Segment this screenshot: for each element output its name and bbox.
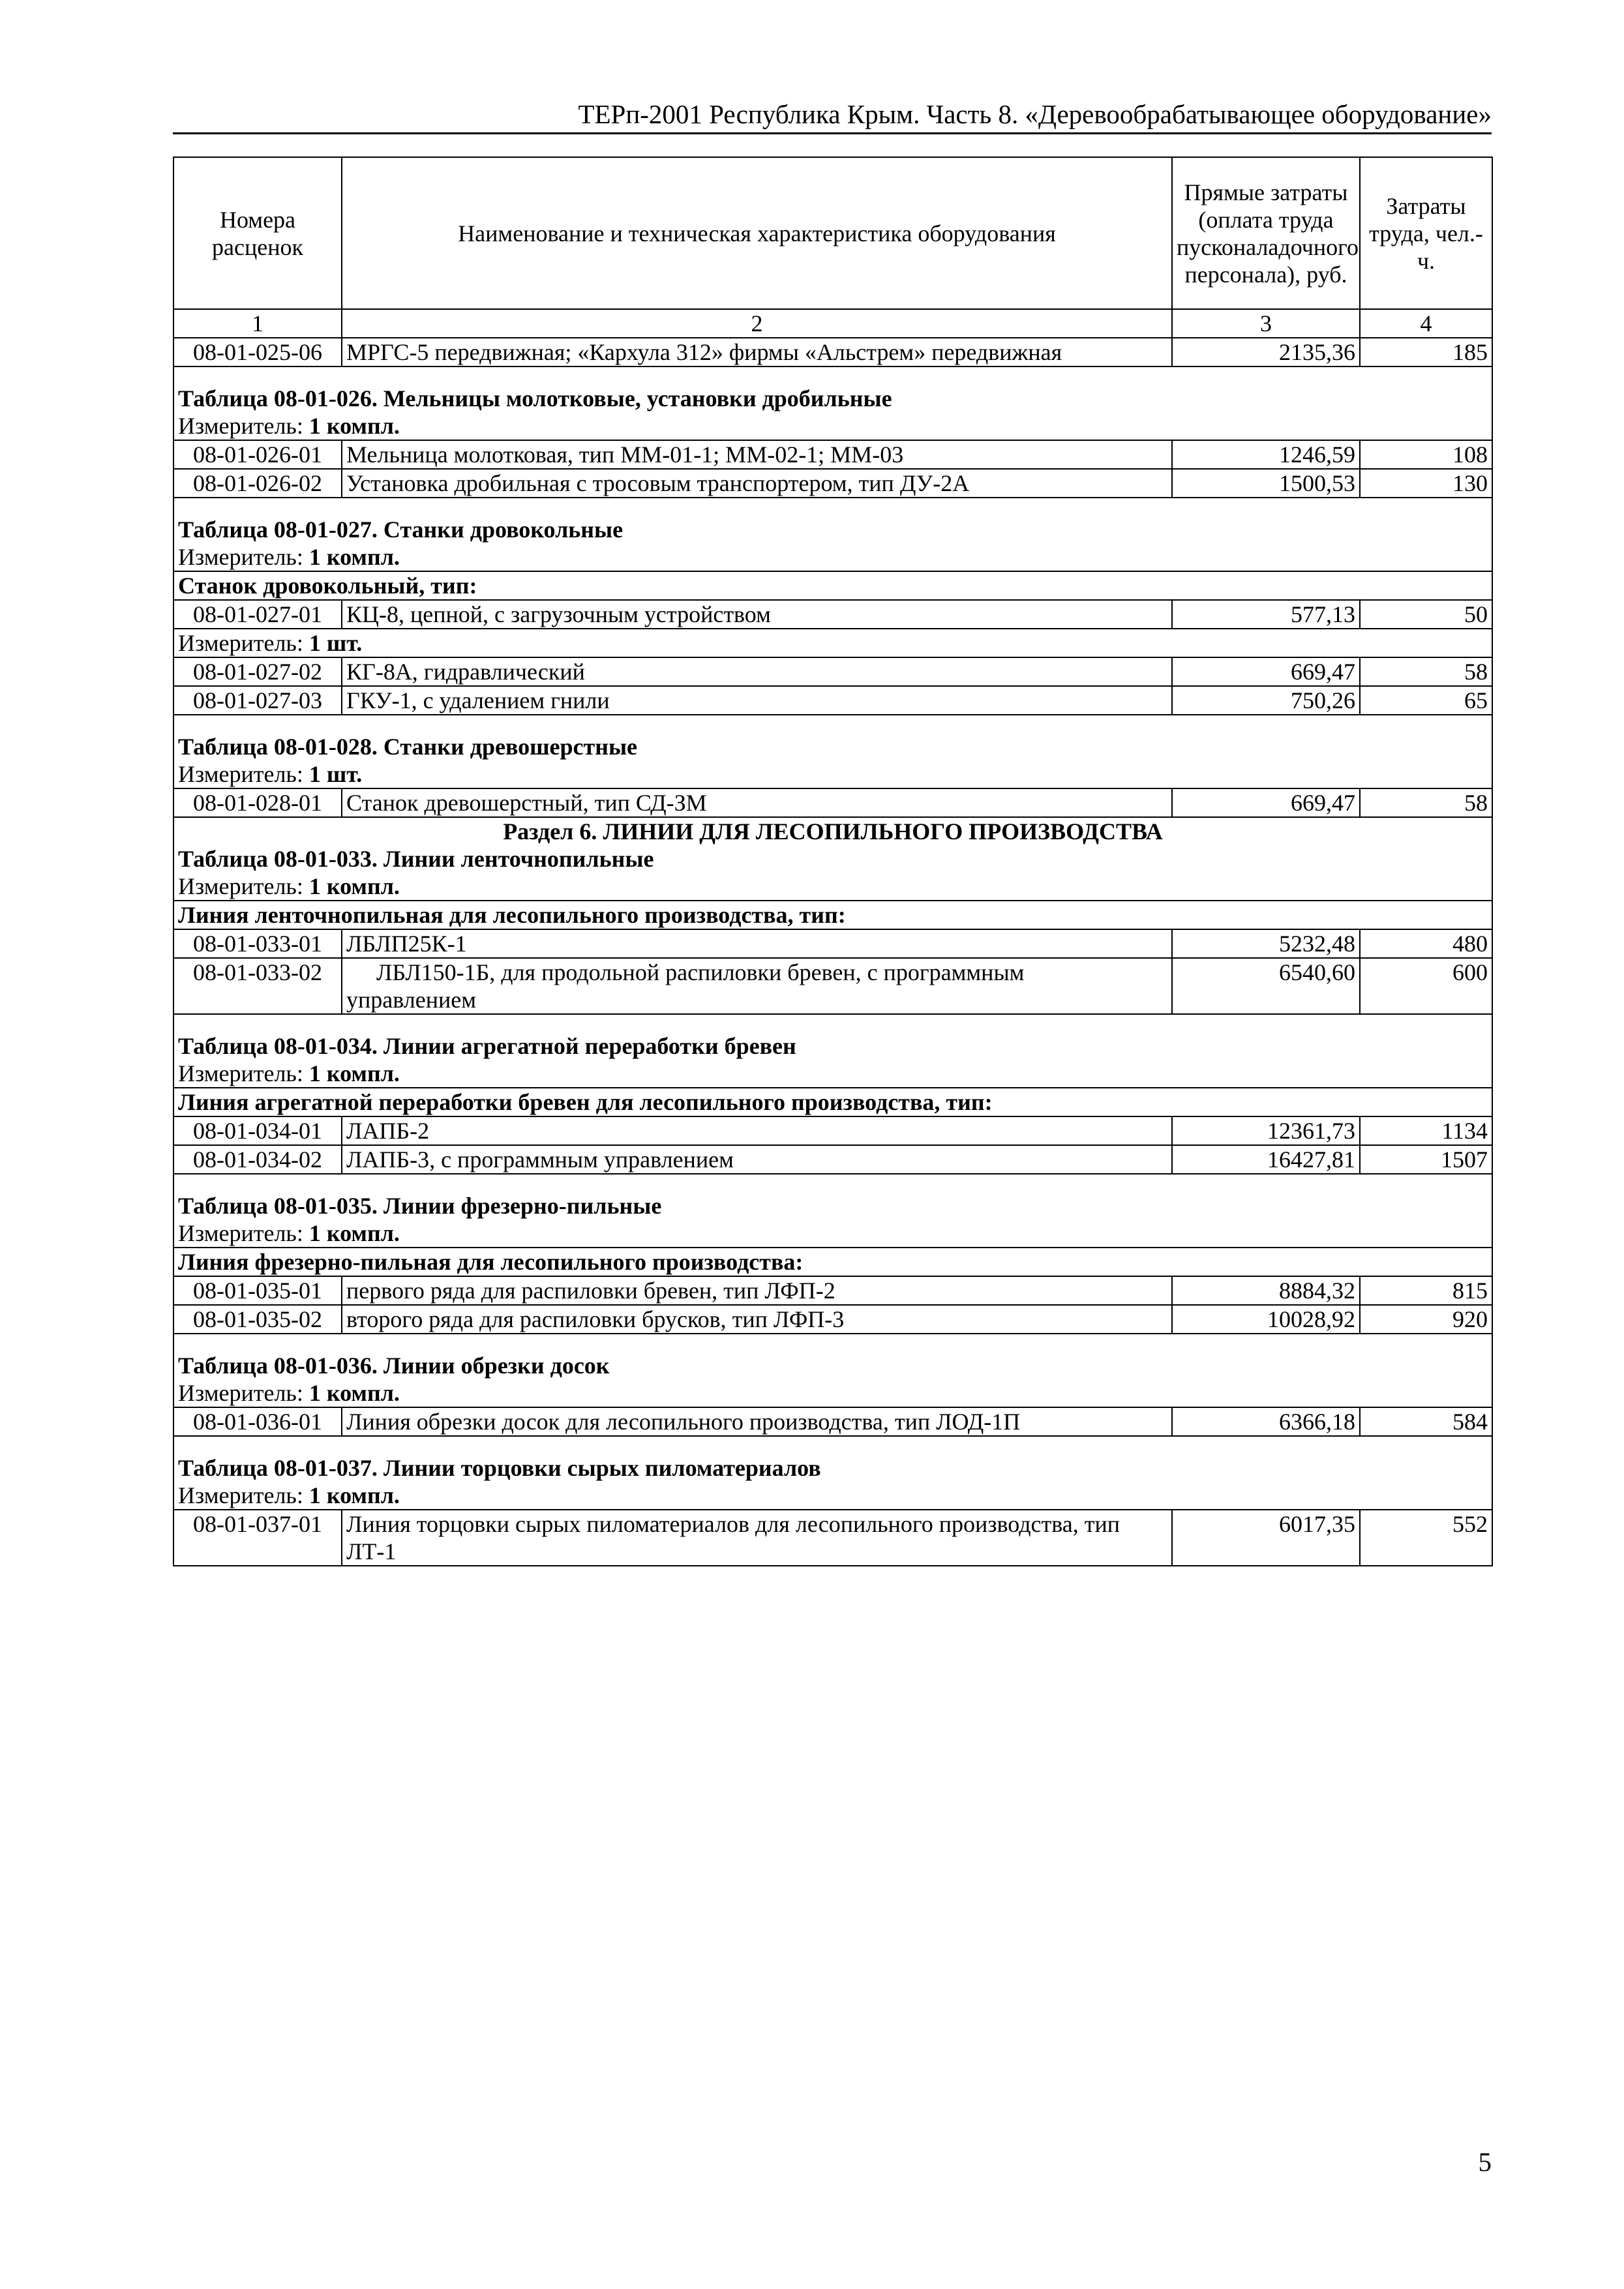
table-title-028: Таблица 08-01-028. Станки древошерстные bbox=[173, 733, 1492, 760]
rate-code: 08-01-034-02 bbox=[173, 1145, 342, 1174]
table-row bbox=[173, 1510, 1492, 1566]
measure-027 bbox=[173, 543, 1492, 571]
equipment-name: КГ-8А, гидравлический bbox=[342, 657, 1172, 686]
table-row bbox=[173, 788, 1492, 817]
column-number: 4 bbox=[1360, 309, 1492, 338]
table-header-row bbox=[173, 157, 1492, 309]
equipment-name: ЛАПБ-3, с программным управлением bbox=[342, 1145, 1172, 1174]
equipment-name-line: управлением bbox=[346, 987, 477, 1013]
measure-value: 1 компл. bbox=[308, 1380, 400, 1406]
table-row bbox=[173, 1145, 1492, 1174]
equipment-name bbox=[342, 958, 1172, 1014]
labor-cost: 185 bbox=[1360, 338, 1492, 367]
table-title-027: Таблица 08-01-027. Станки дровокольные bbox=[173, 516, 1492, 543]
table-row bbox=[173, 958, 1492, 1014]
measure-label: Измеритель: bbox=[178, 1482, 309, 1508]
labor-cost: 58 bbox=[1360, 657, 1492, 686]
labor-cost: 815 bbox=[1360, 1276, 1492, 1305]
equipment-name: ЛАПБ-2 bbox=[342, 1116, 1172, 1145]
measure-label: Измеритель: bbox=[178, 413, 309, 439]
rate-code: 08-01-027-02 bbox=[173, 657, 342, 686]
table-row bbox=[173, 1276, 1492, 1305]
labor-cost: 58 bbox=[1360, 788, 1492, 817]
equipment-name bbox=[342, 1510, 1172, 1566]
measure-035 bbox=[173, 1219, 1492, 1248]
measure-value: 1 компл. bbox=[308, 1220, 400, 1246]
group-heading-035: Линия фрезерно-пильная для лесопильного производства: bbox=[173, 1248, 1492, 1276]
equipment-name-line: Линия торцовки сырых пиломатериалов для лесопильного производства, тип bbox=[346, 1511, 1120, 1537]
measure-value: 1 компл. bbox=[308, 413, 400, 439]
equipment-name: Станок древошерстный, тип СД-ЗМ bbox=[342, 788, 1172, 817]
header-col-name: Наименование и техническая характеристика оборудования bbox=[342, 157, 1172, 309]
rate-code: 08-01-027-03 bbox=[173, 686, 342, 715]
rate-code: 08-01-037-01 bbox=[173, 1510, 342, 1566]
measure-label: Измеритель: bbox=[178, 873, 309, 899]
direct-cost: 8884,32 bbox=[1172, 1276, 1360, 1305]
column-number: 1 bbox=[173, 309, 342, 338]
equipment-name: первого ряда для распиловки бревен, тип ЛФП-2 bbox=[342, 1276, 1172, 1305]
column-number: 3 bbox=[1172, 309, 1360, 338]
equipment-name: Линия обрезки досок для лесопильного производства, тип ЛОД-1П bbox=[342, 1407, 1172, 1436]
labor-cost: 480 bbox=[1360, 929, 1492, 958]
rates-table bbox=[173, 157, 1493, 1566]
measure-036 bbox=[173, 1379, 1492, 1407]
column-number: 2 bbox=[342, 309, 1172, 338]
labor-cost: 130 bbox=[1360, 469, 1492, 498]
measure-034 bbox=[173, 1060, 1492, 1088]
header-rule bbox=[173, 132, 1492, 134]
measure-037 bbox=[173, 1482, 1492, 1510]
rate-code: 08-01-028-01 bbox=[173, 788, 342, 817]
direct-cost: 1246,59 bbox=[1172, 440, 1360, 469]
table-title-037: Таблица 08-01-037. Линии торцовки сырых пиломатериалов bbox=[173, 1454, 1492, 1482]
measure-028 bbox=[173, 760, 1492, 788]
table-row bbox=[173, 1116, 1492, 1145]
table-row bbox=[173, 686, 1492, 715]
rate-code: 08-01-033-01 bbox=[173, 929, 342, 958]
running-head: ТЕРп-2001 Республика Крым. Часть 8. «Деревообрабатывающее оборудование» bbox=[578, 99, 1492, 129]
direct-cost: 2135,36 bbox=[1172, 338, 1360, 367]
table-title-035: Таблица 08-01-035. Линии фрезерно-пильные bbox=[173, 1192, 1492, 1219]
table-row bbox=[173, 440, 1492, 469]
direct-cost: 6017,35 bbox=[1172, 1510, 1360, 1566]
table-title-034: Таблица 08-01-034. Линии агрегатной переработки бревен bbox=[173, 1032, 1492, 1060]
direct-cost: 750,26 bbox=[1172, 686, 1360, 715]
rate-code: 08-01-025-06 bbox=[173, 338, 342, 367]
rate-code: 08-01-035-01 bbox=[173, 1276, 342, 1305]
group-heading-034: Линия агрегатной переработки бревен для лесопильного производства, тип: bbox=[173, 1088, 1492, 1116]
measure-value: 1 компл. bbox=[308, 1482, 400, 1508]
header-col-cost: Прямые затраты (оплата труда пусконаладочного персонала), руб. bbox=[1172, 157, 1360, 309]
direct-cost: 5232,48 bbox=[1172, 929, 1360, 958]
direct-cost: 669,47 bbox=[1172, 657, 1360, 686]
labor-cost: 1507 bbox=[1360, 1145, 1492, 1174]
rate-code: 08-01-026-02 bbox=[173, 469, 342, 498]
direct-cost: 10028,92 bbox=[1172, 1305, 1360, 1334]
labor-cost: 50 bbox=[1360, 600, 1492, 629]
table-title-033: Таблица 08-01-033. Линии ленточнопильные bbox=[173, 845, 1492, 873]
rate-code: 08-01-034-01 bbox=[173, 1116, 342, 1145]
measure-value: 1 компл. bbox=[308, 544, 400, 570]
measure-label: Измеритель: bbox=[178, 761, 309, 787]
equipment-name-line: ЛБЛ150-1Б, для продольной распиловки бревен, с программным bbox=[376, 959, 1025, 985]
measure-label: Измеритель: bbox=[178, 1060, 309, 1086]
table-title-026: Таблица 08-01-026. Мельницы молотковые, установки дробильные bbox=[173, 385, 1492, 412]
equipment-name-line: ЛТ-1 bbox=[346, 1538, 397, 1564]
measure-value: 1 компл. bbox=[308, 1060, 400, 1086]
group-heading-027: Станок дровокольный, тип: bbox=[173, 571, 1492, 600]
rate-code: 08-01-027-01 bbox=[173, 600, 342, 629]
direct-cost: 6540,60 bbox=[1172, 958, 1360, 1014]
page-number: 5 bbox=[1478, 2147, 1492, 2177]
direct-cost: 6366,18 bbox=[1172, 1407, 1360, 1436]
measure-value: 1 компл. bbox=[308, 873, 400, 899]
equipment-name: МРГС-5 передвижная; «Кархула 312» фирмы «Альстрем» передвижная bbox=[342, 338, 1172, 367]
equipment-name: Установка дробильная с тросовым транспортером, тип ДУ-2А bbox=[342, 469, 1172, 498]
rate-code: 08-01-026-01 bbox=[173, 440, 342, 469]
table-row bbox=[173, 657, 1492, 686]
equipment-name: второго ряда для распиловки брусков, тип ЛФП-3 bbox=[342, 1305, 1172, 1334]
rate-code: 08-01-036-01 bbox=[173, 1407, 342, 1436]
labor-cost: 920 bbox=[1360, 1305, 1492, 1334]
measure-label: Измеритель: bbox=[178, 544, 309, 570]
labor-cost: 584 bbox=[1360, 1407, 1492, 1436]
measure-027-2 bbox=[173, 629, 1492, 657]
labor-cost: 1134 bbox=[1360, 1116, 1492, 1145]
measure-value: 1 шт. bbox=[308, 630, 363, 656]
equipment-name: ЛБЛП25К-1 bbox=[342, 929, 1172, 958]
table-row bbox=[173, 929, 1492, 958]
labor-cost: 108 bbox=[1360, 440, 1492, 469]
direct-cost: 16427,81 bbox=[1172, 1145, 1360, 1174]
labor-cost: 600 bbox=[1360, 958, 1492, 1014]
direct-cost: 577,13 bbox=[1172, 600, 1360, 629]
table-row bbox=[173, 338, 1492, 367]
equipment-name: КЦ-8, цепной, с загрузочным устройством bbox=[342, 600, 1172, 629]
group-heading-033: Линия ленточнопильная для лесопильного производства, тип: bbox=[173, 901, 1492, 929]
section-title: Раздел 6. ЛИНИИ ДЛЯ ЛЕСОПИЛЬНОГО ПРОИЗВОДСТВА bbox=[173, 817, 1492, 845]
measure-label: Измеритель: bbox=[178, 630, 309, 656]
table-row bbox=[173, 600, 1492, 629]
direct-cost: 669,47 bbox=[1172, 788, 1360, 817]
table-row bbox=[173, 1305, 1492, 1334]
measure-033 bbox=[173, 873, 1492, 901]
rate-code: 08-01-033-02 bbox=[173, 958, 342, 1014]
direct-cost: 12361,73 bbox=[1172, 1116, 1360, 1145]
measure-026 bbox=[173, 412, 1492, 440]
table-row bbox=[173, 469, 1492, 498]
equipment-name: Мельница молотковая, тип ММ-01-1; ММ-02-1; ММ-03 bbox=[342, 440, 1172, 469]
rate-code: 08-01-035-02 bbox=[173, 1305, 342, 1334]
column-number-row bbox=[173, 309, 1492, 338]
table-row bbox=[173, 1407, 1492, 1436]
header-col-labor: Затраты труда, чел.-ч. bbox=[1360, 157, 1492, 309]
labor-cost: 65 bbox=[1360, 686, 1492, 715]
equipment-name: ГКУ-1, с удалением гнили bbox=[342, 686, 1172, 715]
header-col-code: Номера расценок bbox=[173, 157, 342, 309]
direct-cost: 1500,53 bbox=[1172, 469, 1360, 498]
measure-label: Измеритель: bbox=[178, 1380, 309, 1406]
labor-cost: 552 bbox=[1360, 1510, 1492, 1566]
measure-label: Измеритель: bbox=[178, 1220, 309, 1246]
measure-value: 1 шт. bbox=[308, 761, 363, 787]
table-title-036: Таблица 08-01-036. Линии обрезки досок bbox=[173, 1352, 1492, 1379]
